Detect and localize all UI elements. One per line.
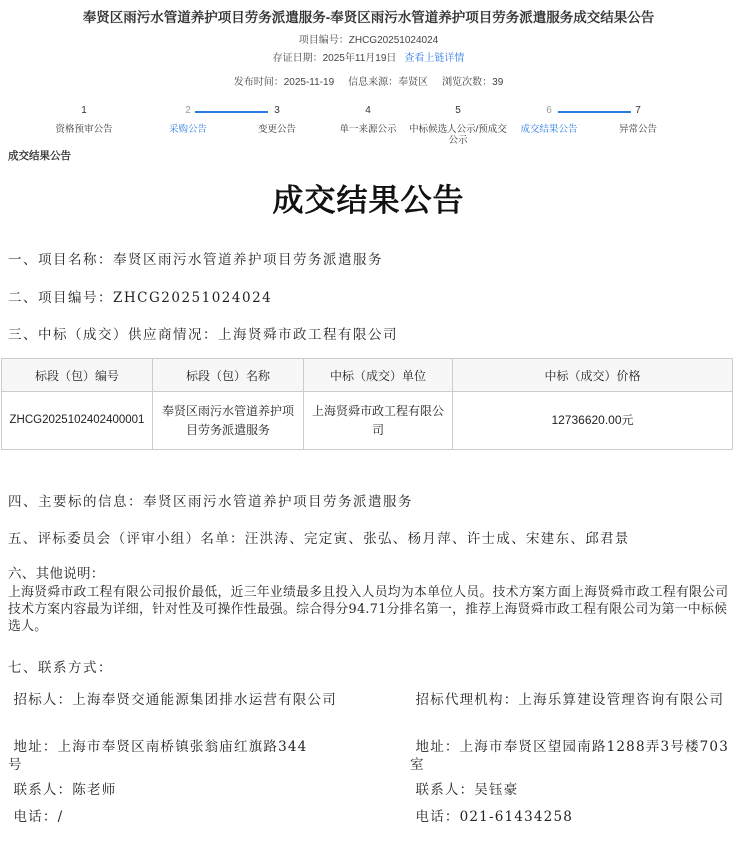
table-header-row: [2, 359, 733, 392]
step-change[interactable]: [232, 104, 322, 135]
step-label: 采购公告: [168, 124, 207, 135]
col-header-unit: 中标（成交）单位: [304, 359, 453, 392]
tenderer-contact: 联系人：陈老师: [13, 782, 117, 798]
step-prequal[interactable]: [39, 104, 129, 135]
other-notes-text: 上海贤舜市政工程有限公司报价最低，近三年业绩最多且投入人员均为本单位人员。技术方案方面上海贤舜市政工程有限公司技术方案内容最为详细，针对性及可操作性最强。综合得分94.71分排名第一，推荐上海贤舜市政工程有限公司为第一中标候选人。: [8, 585, 729, 634]
col-header-code: 标段（包）编号: [2, 359, 153, 392]
committee-list: 五、评标委员会（评审小组）名单：汪洪涛、完定寅、张弘、杨月萍、许士成、宋建东、邱君景: [8, 531, 630, 547]
project-name: 一、项目名称：奉贤区雨污水管道养护项目劳务派遣服务: [8, 252, 383, 268]
step-label: 单一来源公示: [339, 124, 397, 135]
step-number: 1: [81, 105, 87, 116]
chain-info: [0, 49, 737, 64]
cell-price: 12736620.00元: [453, 392, 733, 450]
chain-date: 存证日期：2025年11月19日: [272, 53, 397, 64]
cell-unit: 上海贤舜市政工程有限公司: [304, 392, 453, 450]
step-number: 6: [546, 105, 552, 116]
project-number: 二、项目编号：ZHCG20251024024: [8, 290, 273, 306]
agency-address: 地址：上海市奉贤区望园南路1288弄3号楼703室: [410, 739, 730, 773]
step-abnormal[interactable]: [593, 104, 683, 135]
agency-org: 招标代理机构：上海乐算建设管理咨询有限公司: [415, 692, 725, 708]
section-label: 成交结果公告: [8, 150, 71, 162]
info-source: 信息来源：奉贤区: [348, 77, 429, 88]
step-number: 5: [455, 105, 461, 116]
project-code: 项目编号：ZHCG20251024024: [298, 35, 439, 46]
bid-table: [1, 358, 733, 450]
agency-contact: 联系人：吴钰豪: [415, 782, 519, 798]
publish-time: 发布时间：2025-11-19: [233, 77, 335, 88]
process-steps: [0, 104, 737, 150]
view-count: 浏览次数：39: [442, 77, 504, 88]
step-result[interactable]: [504, 104, 594, 135]
cell-name: 奉贤区雨污水管道养护项目劳务派遣服务: [153, 392, 304, 450]
step-label: 中标候选人公示/预成交公示: [409, 124, 507, 146]
tenderer-phone: 电话：/: [13, 809, 64, 825]
chain-detail-link[interactable]: 查看上链详情: [404, 53, 465, 64]
step-number: 2: [185, 105, 191, 116]
supplier-info: 三、中标（成交）供应商情况：上海贤舜市政工程有限公司: [8, 327, 398, 343]
table-row: [2, 392, 733, 450]
step-number: 7: [635, 105, 641, 116]
col-header-name: 标段（包）名称: [153, 359, 304, 392]
step-label: 资格预审公告: [55, 124, 113, 135]
step-label: 变更公告: [257, 124, 296, 135]
col-header-price: 中标（成交）价格: [453, 359, 733, 392]
agency-phone: 电话：021-61434258: [415, 809, 574, 825]
step-label: 异常公告: [618, 124, 657, 135]
tenderer-org: 招标人：上海奉贤交通能源集团排水运营有限公司: [13, 692, 337, 708]
step-label: 成交结果公告: [520, 124, 578, 135]
step-number: 4: [365, 105, 371, 116]
step-candidate[interactable]: [408, 104, 508, 146]
other-notes-title: 六、其他说明：: [8, 566, 105, 582]
main-subject: 四、主要标的信息：奉贤区雨污水管道养护项目劳务派遣服务: [8, 494, 413, 510]
step-number: 3: [274, 105, 280, 116]
step-single-source[interactable]: [323, 104, 413, 135]
page-title: 奉贤区雨污水管道养护项目劳务派遣服务-奉贤区雨污水管道养护项目劳务派遣服务成交结果公告: [82, 10, 655, 25]
notice-title: 成交结果公告: [272, 183, 465, 218]
contact-title: 七、联系方式：: [8, 660, 113, 676]
step-procurement[interactable]: [143, 104, 233, 135]
tenderer-address: 地址：上海市奉贤区南桥镇张翁庙红旗路344号: [8, 739, 308, 773]
cell-code: ZHCG2025102402400001: [2, 392, 153, 450]
publish-meta: [0, 73, 737, 88]
